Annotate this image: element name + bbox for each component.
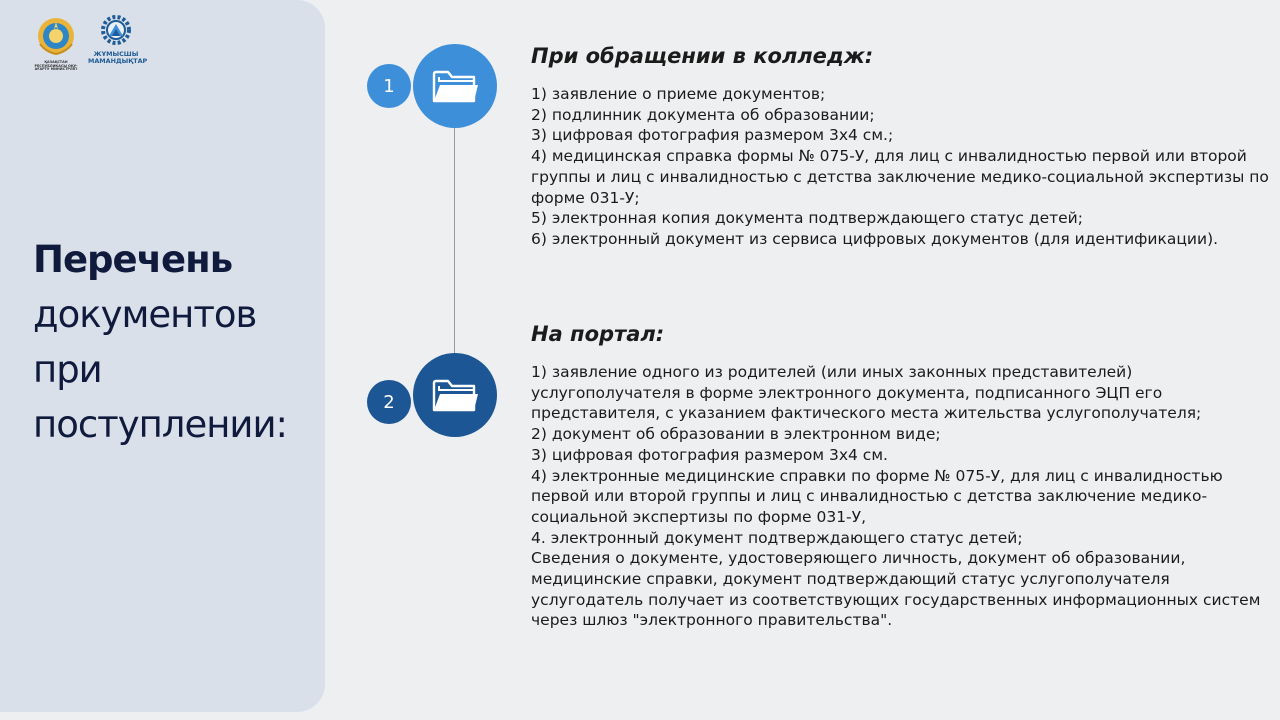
list-item: 3) цифровая фотография размером 3х4 см.; (531, 126, 894, 145)
title-line: при (33, 348, 102, 391)
list-item: 1) заявление о приеме документов; (531, 85, 826, 103)
list-item: Сведения о документе, удостоверяющего личность, документ об образовании, медицинские справки, документ подтверждающий статус услугополучателя услугодатель получает из соответствующих государственных информационных систем через шлюз "электронного правительства". (531, 549, 1261, 630)
title-line: поступлении: (33, 403, 287, 446)
ministry-logo (34, 16, 78, 72)
step-2-circle (413, 353, 497, 437)
list-item: 1) заявление одного из родителей (или иных законных представителей) услугополучателя в форме электронного документа, подписанного ЭЦП его представителя, с указанием фактического места жительства услугополучателя; (531, 363, 1202, 423)
step-number-badge: 2 (367, 380, 411, 424)
timeline-connector (454, 120, 455, 360)
folder-icon (431, 66, 479, 106)
portal-section-heading: На портал: (531, 322, 665, 346)
list-item: 2) подлинник документа об образовании; (531, 105, 875, 124)
title-line: Перечень (33, 238, 233, 281)
ministry-caption: ҚАЗАҚСТАН РЕСПУБЛИКАСЫ ОҚУ-АҒАРТУ МИНИСТРЛІГІ (34, 60, 78, 72)
list-item: 5) электронная копия документа подтверждающего статус детей; (531, 209, 1083, 228)
gear-icon (88, 14, 144, 46)
list-item: 3) цифровая фотография размером 3х4 см. (531, 445, 888, 464)
list-item: 4. электронный документ подтверждающего статус детей; (531, 528, 1023, 547)
kazakhstan-emblem-icon (34, 16, 78, 56)
college-documents-list (531, 84, 1271, 250)
college-section-heading: При обращении в колледж: (531, 44, 874, 68)
list-item: 4) медицинская справка формы № 075-У, для лиц с инвалидностью первой или второй группы и лиц с инвалидностью с детства заключение медико-социальной экспертизы по форме 031-У; (531, 147, 1269, 207)
list-item: 6) электронный документ из сервиса цифровых документов (для идентификации). (531, 229, 1219, 248)
skills-caption: ЖҰМЫСШЫ МАМАНДЫҚТАР (88, 50, 148, 65)
list-item: 4) электронные медицинские справки по форме № 075-У, для лиц с инвалидностью первой или второй группы и лиц с инвалидностью с детства заключение медико-социальной экспертизы по форме 031-У, (531, 466, 1223, 526)
skills-logo (88, 14, 148, 65)
title-line: документов (33, 293, 257, 336)
portal-documents-list (531, 362, 1271, 631)
step-number-badge: 1 (367, 64, 411, 108)
step-1-circle (413, 44, 497, 128)
list-item: 2) документ об образовании в электронном виде; (531, 425, 941, 444)
page-title (33, 232, 287, 452)
folder-icon (431, 375, 479, 415)
